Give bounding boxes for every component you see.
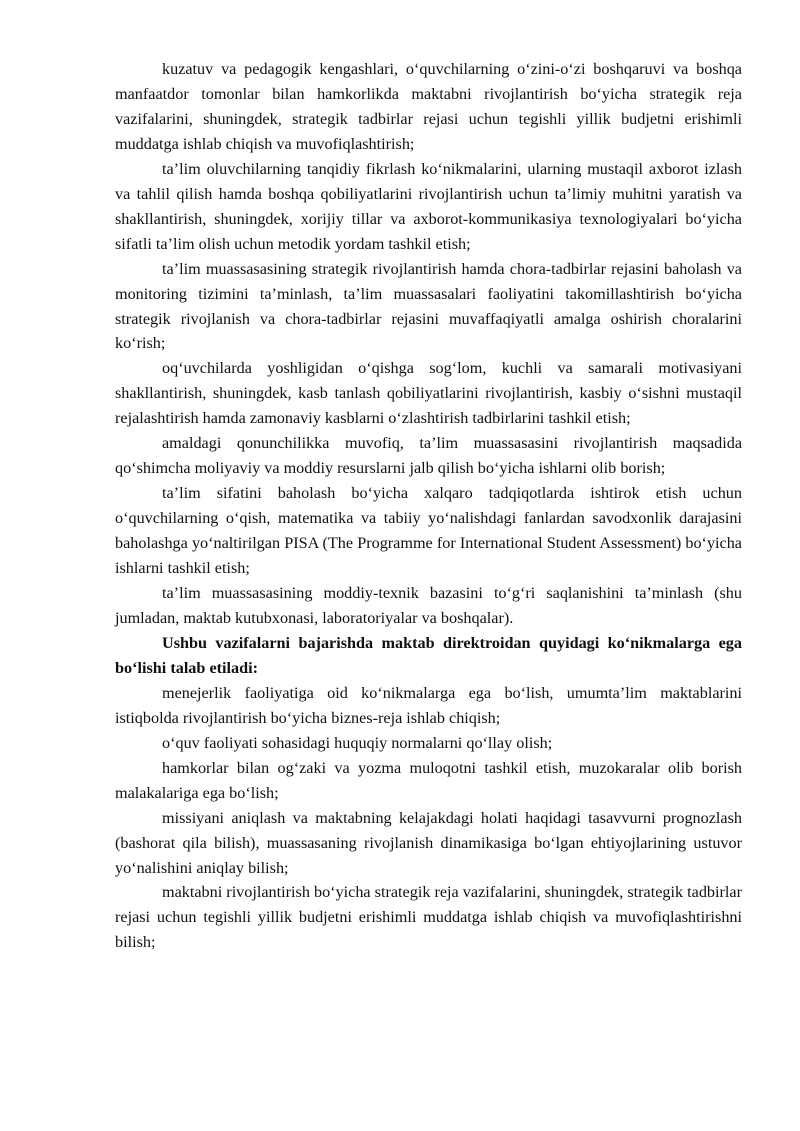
paragraph-5: amaldagi qonunchilikka muvofiq, ta’lim muassasasini rivojlantirish maqsadida qo‘shimcha moliyaviy va moddiy resurslarni jalb qilish bo‘yicha ishlarni olib borish;: [115, 434, 742, 478]
paragraph-1: kuzatuv va pedagogik kengashlari, o‘quvchilarning o‘zini-o‘zi boshqaruvi va boshqa manfaatdor tomonlar bilan hamkorlikda maktabni rivojlantirish bo‘yicha strategik reja vazifalarini, shuningdek, strategik tadbirlar rejasi uchun tegishli yillik budjetni erishimli muddatga ishlab chiqish va muvofiqlashtirish;: [115, 60, 742, 153]
section-heading-paragraph: Ushbu vazifalarni bajarishda maktab direktroidan quyidagi ko‘nikmalarga ega bo‘lishi talab etiladi:: [115, 633, 742, 677]
document-page: [115, 57, 742, 955]
paragraph-6: ta’lim sifatini baholash bo‘yicha xalqaro tadqiqotlarda ishtirok etish uchun o‘quvchilarning o‘qish, matematika va tabiiy yo‘nalishdagi fanlardan savodxonlik darajasini baholashga yo‘naltirilgan PISA (The Programme for International Student Assessment) bo‘yicha ishlarni tashkil etish;: [115, 484, 742, 578]
paragraph-2: ta’lim oluvchilarning tanqidiy fikrlash ko‘nikmalarini, ularning mustaqil axborot izlash va tahlil qilish hamda boshqa qobiliyatlarini rivojlantirish uchun ta’limiy muhitni yaratish va shakllantirish, shuningdek, xorijiy tillar va axborot-kommunikasiya texnologiyalari bo‘yicha sifatli ta’lim olish uchun metodik yordam tashkil etish;: [115, 159, 742, 253]
paragraph-12: missiyani aniqlash va maktabning kelajakdagi holati haqidagi tasavvurni prognozlash (bashorat qila bilish), muassasaning rivojlanish dinamikasiga bo‘lgan ehtiyojlarining ustuvor yo‘nalishini aniqlay bilish;: [115, 808, 742, 877]
paragraph-4: oq‘uvchilarda yoshligidan o‘qishga sog‘lom, kuchli va samarali motivasiyani shakllantirish, shuningdek, kasb tanlash qobiliyatlarini rivojlantirish, kasbiy o‘sishni mustaqil rejalashtirish hamda zamonaviy kasblarni o‘zlashtirish tadbirlarini tashkil etish;: [115, 359, 742, 428]
paragraph-7: ta’lim muassasasining moddiy-texnik bazasini to‘g‘ri saqlanishini ta’minlash (shu jumladan, maktab kutubxonasi, laboratoriyalar va boshqalar).: [115, 584, 742, 627]
paragraph-3: ta’lim muassasasining strategik rivojlantirish hamda chora-tadbirlar rejasini baholash va monitoring tizimini ta’minlash, ta’lim muassasalari faoliyatini takomillashtirish bo‘yicha strategik rivojlanish va chora-tadbirlar rejasini muvaffaqiyatli amalga oshirish choralarini ko‘rish;: [115, 259, 742, 353]
paragraph-11: hamkorlar bilan og‘zaki va yozma muloqotni tashkil etish, muzokaralar olib borish malakalariga ega bo‘lish;: [115, 758, 742, 802]
paragraph-10: o‘quv faoliyati sohasidagi huquqiy normalarni qo‘llay olish;: [162, 733, 553, 752]
paragraph-9: menejerlik faoliyatiga oid ko‘nikmalarga ega bo‘lish, umumta’lim maktablarini istiqbolda rivojlantirish bo‘yicha biznes-reja ishlab chiqish;: [115, 683, 742, 727]
paragraph-13: maktabni rivojlantirish bo‘yicha strategik reja vazifalarini, shuningdek, strategik tadbirlar rejasi uchun tegishli yillik budjetni erishimli muddatga ishlab chiqish va muvofiqlashtirishni bilish;: [115, 883, 742, 952]
